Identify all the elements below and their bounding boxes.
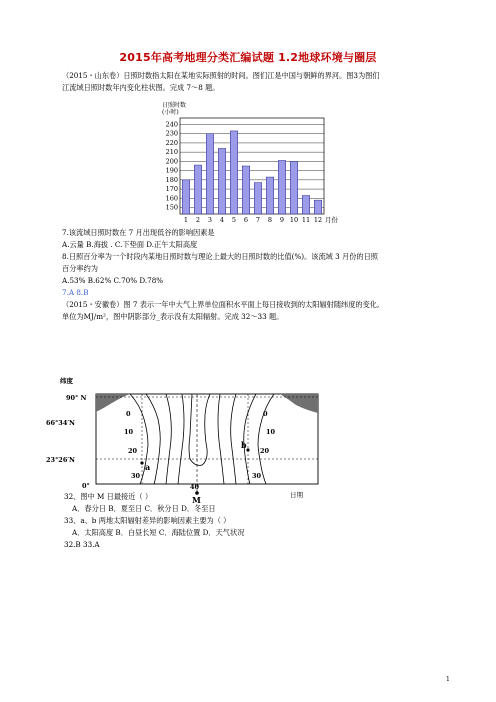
bar-month-10 <box>290 161 297 214</box>
contour-30-right <box>218 394 224 484</box>
x-tick-label-4: 4 <box>219 216 225 224</box>
point-a-marker <box>140 461 143 464</box>
y-tick-label-170: 170 <box>165 185 178 194</box>
point-m-label: M <box>192 495 201 505</box>
contour-label-0-right: 0 <box>263 410 268 418</box>
bar-month-8 <box>266 177 273 214</box>
q8-options: A.53% B.62% C.70% D.78% <box>62 276 164 285</box>
intro1-line2: 江流域日照时数年内变化柱状图。完成 7～8 题。 <box>62 83 220 92</box>
bar-month-1 <box>182 180 189 214</box>
lat-0-label: 0° <box>82 482 90 490</box>
y-tick-label-230: 230 <box>165 129 178 138</box>
bar-month-9 <box>278 160 285 214</box>
contour-30-left <box>178 394 184 484</box>
answer-32-33: 32.B 33.A <box>64 540 100 549</box>
x-tick-label-5: 5 <box>231 216 237 224</box>
contour-40 <box>189 394 210 465</box>
point-a-label: a <box>145 462 151 472</box>
y-axis-label-line1: 日照时数 <box>162 102 187 109</box>
q33-options: A．太阳高度 B．白昼长短 C．海陆位置 D．天气状况 <box>72 528 245 537</box>
contour-label-10-right: 10 <box>266 428 276 436</box>
contour-label-20-right: 20 <box>260 447 270 455</box>
q8-stem-line1: 8.日照百分率为一个时段内某地日照时数与理论上最大的日照时数的比值(%)。该流域 3 月份的日照 <box>62 252 378 261</box>
x-tick-label-10: 10 <box>289 216 299 224</box>
questions-32-33 <box>64 491 434 551</box>
contour-label-0-left: 0 <box>126 410 131 418</box>
bar-chart-svg <box>162 102 338 230</box>
contour-label-10-left: 10 <box>124 428 134 436</box>
y-axis-label-line2: (小时) <box>162 109 179 116</box>
lat-90n-label: 90° N <box>66 394 87 402</box>
y-tick-label-180: 180 <box>165 175 178 184</box>
q7-options: A.云量 B.海拔 . C.下垫面 D.正午太阳高度 <box>62 240 198 249</box>
contour-20-left <box>166 394 171 484</box>
point-b-marker <box>246 448 249 451</box>
polar-night-left <box>96 394 130 412</box>
contour-label-20-left: 20 <box>128 447 138 455</box>
bar-month-5 <box>230 131 237 214</box>
question-7 <box>62 227 440 323</box>
x-tick-label-3: 3 <box>207 216 213 224</box>
contour-10-right <box>244 394 256 484</box>
contour-0-right <box>258 394 274 484</box>
q32-stem: 32、图中 M 日最接近（ ） <box>64 492 153 501</box>
answer-7-8: 7.A 8.B <box>62 288 89 297</box>
intro2-line1: （2015・安徽卷）图 7 表示一年中大气上界单位面积水平面上每日接收到的太阳辐射随纬度的变化, <box>62 300 380 309</box>
y-tick-label-190: 190 <box>165 166 178 175</box>
intro2-line2: 单位为MJ/m²，图中阴影部分_表示没有太阳辐射。完成 32～33 题。 <box>62 312 284 321</box>
y-tick-label-220: 220 <box>165 138 178 147</box>
lat-23n-label: 23°26′N <box>46 456 75 464</box>
q32-options: A．春分日 B．夏至日 C．秋分日 D．冬至日 <box>72 504 216 513</box>
intro-paragraph-1 <box>62 70 440 94</box>
q7-stem: 7.该流域日照时数在 7 月出现低谷的影响因素是 <box>62 228 215 237</box>
bar-month-7 <box>254 183 261 214</box>
x-axis-label: 月份 <box>325 216 338 224</box>
date-axis-label: 日期 <box>290 491 303 499</box>
bar-month-2 <box>194 165 201 214</box>
lat-66n-label: 66°34′N <box>46 419 75 427</box>
page-title: 2015年高考地理分类汇编试题 1.2地球环境与圈层 <box>119 51 377 64</box>
x-tick-label-12: 12 <box>313 216 323 224</box>
contour-label-30-right: 30 <box>252 472 262 480</box>
contour-label-40: 40 <box>190 483 200 491</box>
bar-month-11 <box>302 196 309 214</box>
q33-stem: 33、a、b 两地太阳辐射差异的影响因素主要为（ ） <box>64 516 231 525</box>
x-tick-label-1: 1 <box>183 216 189 224</box>
figure-frame <box>96 394 318 484</box>
latitude-axis-label: 纬度 <box>60 377 73 385</box>
y-tick-label-150: 150 <box>165 203 178 212</box>
y-tick-label-200: 200 <box>165 157 178 166</box>
contour-label-30-left: 30 <box>131 472 141 480</box>
x-tick-label-9: 9 <box>279 216 285 224</box>
x-tick-label-6: 6 <box>243 216 249 224</box>
x-tick-label-11: 11 <box>301 216 311 224</box>
bar-month-3 <box>206 134 213 214</box>
bar-month-6 <box>242 166 249 214</box>
x-tick-label-8: 8 <box>267 216 273 224</box>
bar-month-4 <box>218 148 225 214</box>
contour-20-right <box>231 394 236 484</box>
y-tick-label-240: 240 <box>165 120 178 129</box>
y-tick-label-160: 160 <box>165 194 178 203</box>
q8-stem-line2: 百分率约为 <box>62 264 98 273</box>
point-b-label: b <box>241 440 247 450</box>
bar-month-12 <box>314 200 321 214</box>
sunshine-bar-chart <box>162 102 338 234</box>
page-number: 1 <box>446 676 450 683</box>
x-tick-label-7: 7 <box>255 216 261 224</box>
intro1-line1: （2015・山东卷）日照时数指太阳在某地实际照射的时间。图们江是中国与朝鲜的界河。图3为图们 <box>62 71 380 80</box>
y-tick-label-210: 210 <box>165 148 178 157</box>
x-tick-label-2: 2 <box>195 216 201 224</box>
